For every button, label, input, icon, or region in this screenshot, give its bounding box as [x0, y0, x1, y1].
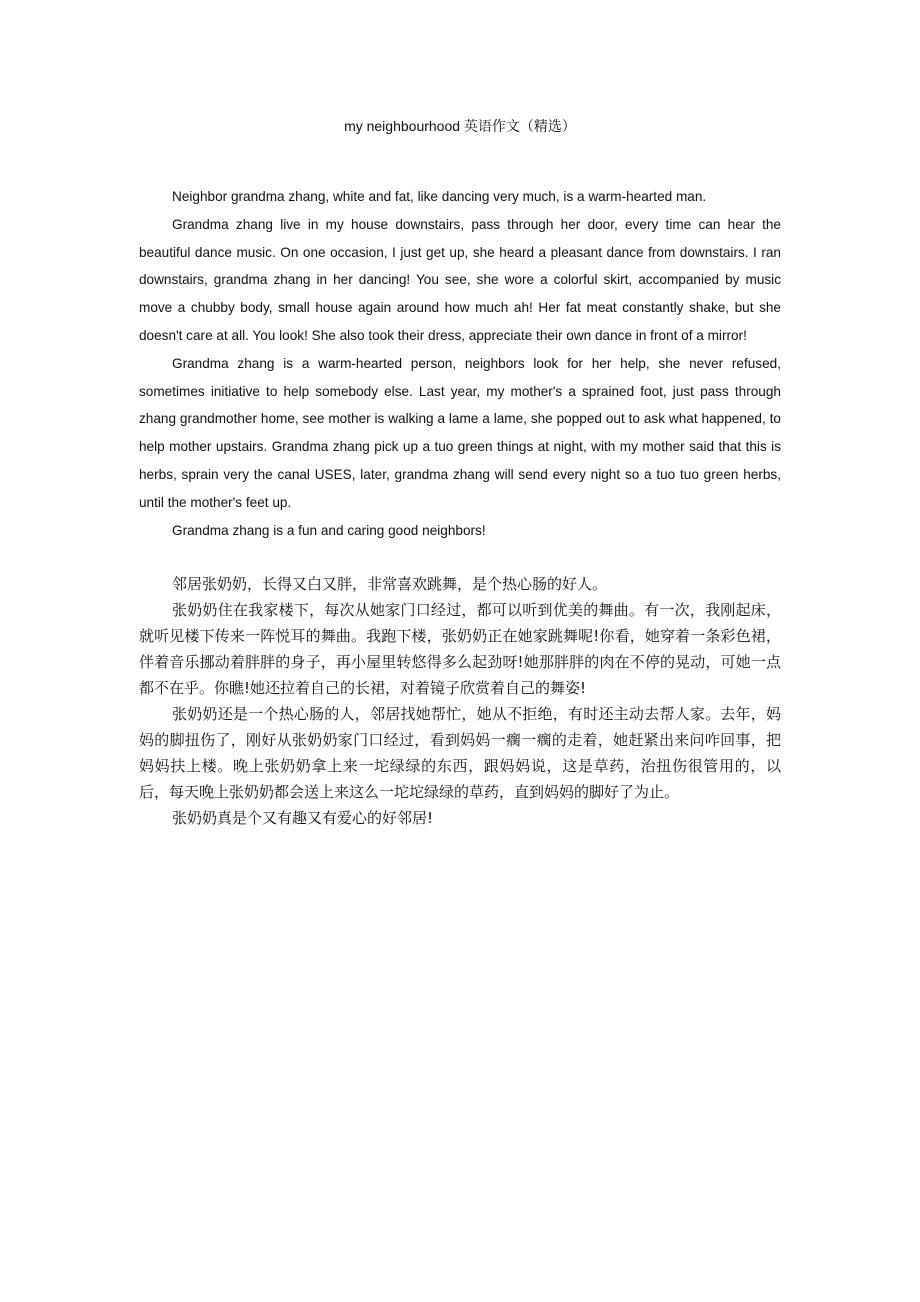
english-paragraph-1: Neighbor grandma zhang, white and fat, like dancing very much, is a warm-hearted man.: [172, 189, 707, 204]
chinese-paragraph-4: 张奶奶真是个又有趣又有爱心的好邻居!: [172, 809, 434, 827]
chinese-paragraph-1: 邻居张奶奶，长得又白又胖，非常喜欢跳舞，是个热心肠的好人。: [172, 575, 608, 593]
english-essay: [139, 183, 781, 544]
english-paragraph-4: Grandma zhang is a fun and caring good neighbors!: [172, 522, 486, 538]
document-title: my neighbourhood 英语作文（精选）: [344, 118, 576, 134]
chinese-essay: [139, 571, 781, 831]
chinese-paragraph-2: 张奶奶住在我家楼下，每次从她家门口经过，都可以听到优美的舞曲。有一次，我刚起床，就听见楼下传来一阵悦耳的舞曲。我跑下楼，张奶奶正在她家跳舞呢!你看，她穿着一条彩色裙，伴着音乐挪动着胖胖的身子，再小屋里转悠得多么起劲呀!她那胖胖的肉在不停的晃动，可她一点都不在乎。你瞧!她还拉着自己的长裙，对着镜子欣赏着自己的舞姿!: [139, 601, 781, 697]
english-paragraph-3: Grandma zhang is a warm-hearted person, neighbors look for her help, she never refused, sometimes initiative to help somebody else. Last year, my mother's a sprained foot, just pass through zhang grandmother home, see mother is walking a lame a lame, she popped out to ask what happened, to help mother upstairs. Grandma zhang pick up a tuo green things at night, with my mother said that this is herbs, sprain very the canal USES, later, grandma zhang will send every night so a tuo tuo green herbs, until the mother's feet up.: [139, 355, 781, 510]
english-paragraph-2: Grandma zhang live in my house downstairs, pass through her door, every time can hear the beautiful dance music. On one occasion, I just get up, she heard a pleasant dance from downstairs. I ran downstairs, grandma zhang in her dancing! You see, she wore a colorful skirt, accompanied by music move a chubby body, small house again around how much ah! Her fat meat constantly shake, but she doesn't care at all. You look! She also took their dress, appreciate their own dance in front of a mirror!: [139, 216, 781, 343]
chinese-paragraph-3: 张奶奶还是一个热心肠的人，邻居找她帮忙，她从不拒绝，有时还主动去帮人家。去年，妈妈的脚扭伤了，刚好从张奶奶家门口经过，看到妈妈一瘸一瘸的走着，她赶紧出来问咋回事，把妈妈扶上楼。晚上张奶奶拿上来一坨绿绿的东西，跟妈妈说，这是草药，治扭伤很管用的，以后，每天晚上张奶奶都会送上来这么一坨坨绿绿的草药，直到妈妈的脚好了为止。: [139, 705, 781, 801]
